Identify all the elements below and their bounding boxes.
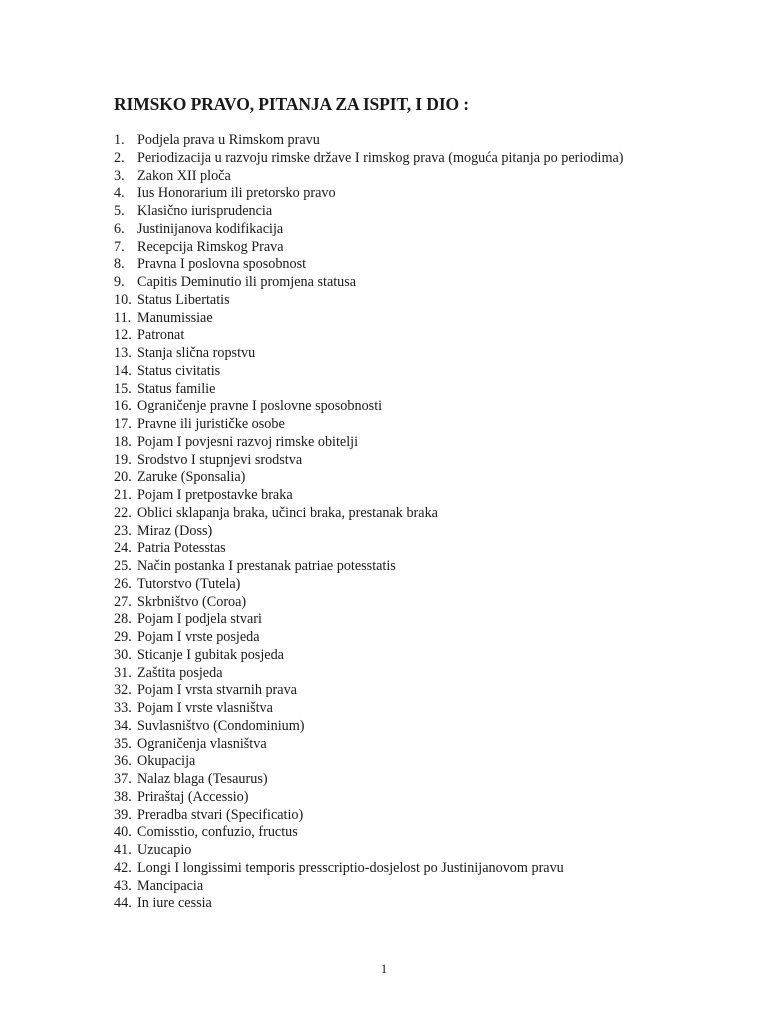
list-item-text: Tutorstvo (Tutela) <box>137 575 241 592</box>
list-item-number: 10. <box>114 291 132 308</box>
list-item <box>114 629 624 647</box>
list-item-number: 8. <box>114 256 125 273</box>
list-item-number: 22. <box>114 504 132 521</box>
list-item-number: 29. <box>114 629 132 645</box>
list-item-number: 2. <box>114 149 125 166</box>
list-item-text: Ograničenja vlasništva <box>137 735 267 752</box>
list-item-number: 33. <box>114 700 132 716</box>
list-item <box>114 824 624 842</box>
list-item-text: Manumissiae <box>137 309 213 326</box>
list-item-number: 42. <box>114 859 132 876</box>
list-item-text: Uzucapio <box>137 842 192 858</box>
list-item <box>114 292 624 310</box>
list-item-number: 35. <box>114 735 132 752</box>
list-item-text: Pojam I vrste posjeda <box>137 629 260 645</box>
list-item-text: Pojam I povjesni razvoj rimske obitelji <box>137 433 359 450</box>
list-item <box>114 505 624 523</box>
list-item-text: Pravna I poslovna sposobnost <box>137 256 307 273</box>
list-item-text: Status familie <box>137 380 216 397</box>
list-item-text: Status civitatis <box>137 362 221 379</box>
list-item-text: Zakon XII ploča <box>137 167 231 184</box>
list-item-text: Recepcija Rimskog Prava <box>137 238 284 255</box>
list-item-text: Ius Honorarium ili pretorsko pravo <box>137 185 336 202</box>
list-item-text: Periodizacija u razvoju rimske države I rimskog prava (moguća pitanja po periodima) <box>137 149 624 166</box>
list-item <box>114 327 624 345</box>
list-item-text: Podjela prava u Rimskom pravu <box>137 132 320 148</box>
list-item-number: 41. <box>114 842 132 858</box>
list-item-text: Pojam I podjela stvari <box>137 611 262 628</box>
list-item-number: 5. <box>114 203 125 219</box>
list-item-number: 43. <box>114 877 132 894</box>
list-item <box>114 878 624 896</box>
list-item <box>114 842 624 860</box>
list-item <box>114 682 624 700</box>
list-item-number: 20. <box>114 469 132 486</box>
list-item-text: Status Libertatis <box>137 291 230 308</box>
page-number: 1 <box>380 961 388 976</box>
question-list <box>114 132 624 913</box>
list-item-number: 18. <box>114 433 132 450</box>
list-item-number: 36. <box>114 753 132 770</box>
list-item <box>114 363 624 381</box>
list-item <box>114 274 624 292</box>
list-item <box>114 452 624 470</box>
list-item-text: Patria Potesstas <box>137 540 226 557</box>
list-item <box>114 310 624 328</box>
list-item-text: Zaruke (Sponsalia) <box>137 469 246 486</box>
list-item-text: Miraz (Doss) <box>137 522 213 539</box>
list-item <box>114 540 624 558</box>
list-item <box>114 345 624 363</box>
list-item-number: 19. <box>114 451 132 468</box>
list-item-number: 21. <box>114 487 132 503</box>
list-item-text: In iure cessia <box>137 895 212 912</box>
list-item-number: 37. <box>114 771 132 787</box>
list-item <box>114 860 624 878</box>
list-item <box>114 132 624 150</box>
list-item-text: Nalaz blaga (Tesaurus) <box>137 771 268 787</box>
list-item <box>114 647 624 665</box>
list-item-number: 9. <box>114 274 125 290</box>
list-item <box>114 700 624 718</box>
list-item-number: 39. <box>114 806 132 823</box>
list-item-text: Način postanka I prestanak patriae potesstatis <box>137 558 396 574</box>
list-item-text: Preradba stvari (Specificatio) <box>137 806 304 823</box>
list-item-number: 24. <box>114 540 132 557</box>
list-item-number: 1. <box>114 132 125 148</box>
list-item-number: 40. <box>114 824 132 841</box>
list-item-number: 27. <box>114 593 132 610</box>
list-item <box>114 789 624 807</box>
list-item-text: Capitis Deminutio ili promjena statusa <box>137 274 357 290</box>
list-item-number: 31. <box>114 664 132 681</box>
list-item <box>114 665 624 683</box>
list-item-number: 14. <box>114 362 132 379</box>
list-item-text: Suvlasništvo (Condominium) <box>137 717 305 734</box>
list-item-number: 6. <box>114 220 125 237</box>
list-item-number: 28. <box>114 611 132 628</box>
list-item <box>114 487 624 505</box>
list-item-text: Justinijanova kodifikacija <box>137 220 284 237</box>
list-item-number: 12. <box>114 327 132 344</box>
list-item-number: 4. <box>114 185 125 202</box>
list-item <box>114 416 624 434</box>
list-item-text: Srodstvo I stupnjevi srodstva <box>137 451 303 468</box>
list-item <box>114 203 624 221</box>
list-item-text: Oblici sklapanja braka, učinci braka, prestanak braka <box>137 504 438 521</box>
list-item-text: Pojam I vrste vlasništva <box>137 700 273 716</box>
list-item-number: 25. <box>114 558 132 574</box>
list-item-text: Pravne ili jurističke osobe <box>137 416 285 432</box>
list-item <box>114 895 624 913</box>
list-item <box>114 558 624 576</box>
list-item <box>114 256 624 274</box>
list-item-text: Comisstio, confuzio, fructus <box>137 824 298 841</box>
list-item-text: Sticanje I gubitak posjeda <box>137 646 284 663</box>
list-item <box>114 611 624 629</box>
list-item <box>114 185 624 203</box>
list-item <box>114 736 624 754</box>
list-item-text: Longi I longissimi temporis presscriptio-dosjelost po Justinijanovom pravu <box>137 859 564 876</box>
list-item-number: 30. <box>114 646 132 663</box>
list-item <box>114 807 624 825</box>
list-item <box>114 221 624 239</box>
list-item-text: Pojam I pretpostavke braka <box>137 487 293 503</box>
list-item-text: Pojam I vrsta stvarnih prava <box>137 682 297 699</box>
list-item-number: 11. <box>114 309 132 326</box>
list-item-number: 13. <box>114 345 132 361</box>
list-item <box>114 576 624 594</box>
list-item <box>114 150 624 168</box>
list-item-text: Mancipacia <box>137 877 204 894</box>
list-item <box>114 523 624 541</box>
list-item <box>114 239 624 257</box>
list-item <box>114 753 624 771</box>
list-item-number: 17. <box>114 416 132 432</box>
list-item-text: Ograničenje pravne I poslovne sposobnosti <box>137 398 383 415</box>
list-item <box>114 771 624 789</box>
list-item-text: Patronat <box>137 327 185 344</box>
list-item <box>114 381 624 399</box>
list-item-text: Skrbništvo (Coroa) <box>137 593 247 610</box>
list-item-number: 3. <box>114 167 125 184</box>
list-item-number: 16. <box>114 398 132 415</box>
list-item-number: 26. <box>114 575 132 592</box>
list-item <box>114 594 624 612</box>
list-item-number: 44. <box>114 895 132 912</box>
list-item <box>114 469 624 487</box>
list-item <box>114 398 624 416</box>
list-item-number: 15. <box>114 380 132 397</box>
list-item-text: Zaštita posjeda <box>137 664 223 681</box>
list-item-number: 23. <box>114 522 132 539</box>
list-item <box>114 168 624 186</box>
list-item-text: Okupacija <box>137 753 196 770</box>
page-title: RIMSKO PRAVO, PITANJA ZA ISPIT, I DIO : <box>114 94 470 114</box>
list-item-text: Stanja slična ropstvu <box>137 345 256 361</box>
list-item <box>114 718 624 736</box>
list-item-text: Klasično iurisprudencia <box>137 203 273 219</box>
list-item-number: 38. <box>114 788 132 805</box>
list-item <box>114 434 624 452</box>
list-item-number: 32. <box>114 682 132 699</box>
list-item-number: 34. <box>114 717 132 734</box>
list-item-text: Priraštaj (Accessio) <box>137 788 249 805</box>
list-item-number: 7. <box>114 238 125 255</box>
